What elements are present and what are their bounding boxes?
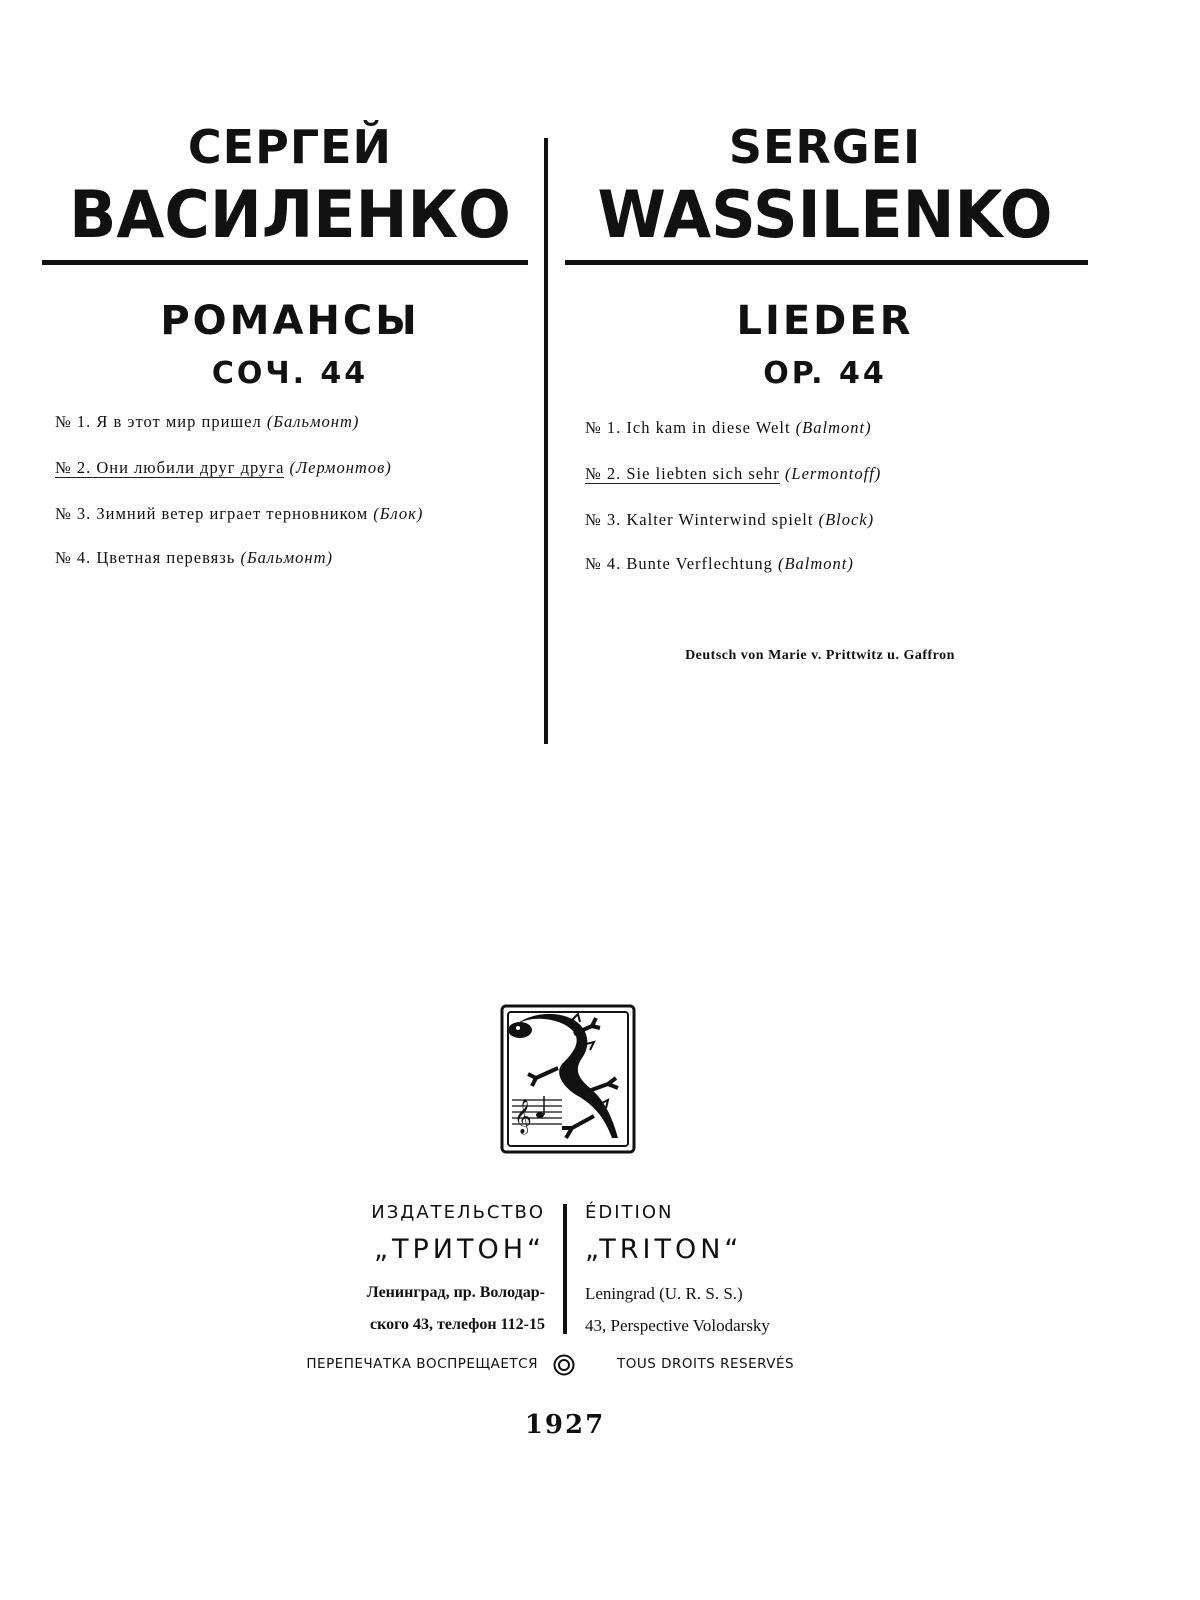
song-item-ru-2 (55, 458, 392, 478)
composer-last-name-ru: ВАСИЛЕНКО (69, 176, 511, 253)
composer-first-name-de: SERGEI (728, 120, 922, 174)
copyright-icon (553, 1354, 575, 1376)
publisher-address-ru-1: Ленинград, пр. Володар- (366, 1284, 545, 1301)
song-poet: (Блок) (373, 504, 424, 523)
song-number: № 2. (585, 464, 622, 483)
genre-ru: РОМАНСЫ (160, 298, 420, 344)
triton-salamander-logo-icon (500, 1004, 636, 1154)
song-title: Они любили друг друга (96, 458, 285, 477)
publisher-address-ru-2: ского 43, телефон 112-15 (370, 1316, 545, 1333)
song-title: Ich kam in diese Welt (626, 418, 791, 437)
song-title: Sie liebten sich sehr (626, 464, 780, 483)
song-item-ru-1 (55, 412, 359, 432)
song-list-ru (55, 412, 535, 592)
song-item-de-3 (585, 510, 874, 530)
song-number: № 2. (55, 458, 92, 477)
opus-ru: СОЧ. 44 (211, 356, 369, 391)
publication-year: 1927 (524, 1410, 606, 1440)
publisher-address-fr-1: Leningrad (U. R. S. S.) (585, 1284, 743, 1303)
song-number: № 3. (55, 504, 92, 523)
song-title: Зимний ветер играет терновником (96, 504, 369, 523)
song-number: № 3. (585, 510, 622, 529)
song-list-de (585, 418, 1005, 598)
song-item-de-2 (585, 464, 881, 484)
translator-credit: Deutsch von Marie v. Prittwitz u. Gaffron (685, 648, 955, 663)
song-poet: (Бальмонт) (240, 548, 334, 567)
publisher-address-fr-2: 43, Perspective Volodarsky (585, 1316, 770, 1335)
song-number: № 1. (585, 418, 622, 437)
publisher-name-ru: „ТРИТОН“ (374, 1234, 545, 1265)
song-title: Цветная перевязь (96, 548, 236, 567)
composer-first-name-ru: СЕРГЕЙ (187, 120, 393, 174)
rights-notice-ru: ПЕРЕПЕЧАТКА ВОСПРЕЩАЕТСЯ (306, 1356, 538, 1372)
publisher-name-fr: „TRITON“ (585, 1234, 743, 1265)
song-title: Bunte Verflechtung (626, 554, 773, 573)
song-title: Kalter Winterwind spielt (626, 510, 814, 529)
song-item-ru-4 (55, 548, 333, 568)
song-poet: (Balmont) (795, 418, 872, 437)
song-poet: (Лермонтов) (289, 458, 392, 477)
svg-text:𝄞: 𝄞 (514, 1099, 532, 1134)
composer-last-name-de: WASSILENKO (597, 176, 1053, 253)
song-poet: (Бальмонт) (266, 412, 360, 431)
song-poet: (Block) (818, 510, 875, 529)
song-number: № 1. (55, 412, 92, 431)
song-poet: (Lermontoff) (784, 464, 882, 483)
title-underline-ru (42, 260, 528, 265)
center-divider (544, 138, 548, 744)
publisher-label-fr: ÉDITION (585, 1202, 674, 1223)
publisher-label-ru: ИЗДАТЕЛЬСТВО (371, 1202, 545, 1223)
genre-de: LIEDER (736, 298, 914, 344)
title-underline-de (565, 260, 1088, 265)
song-item-de-1 (585, 418, 872, 438)
song-number: № 4. (55, 548, 92, 567)
song-item-de-4 (585, 554, 854, 574)
song-item-ru-3 (55, 504, 423, 524)
song-title: Я в этот мир пришел (96, 412, 262, 431)
rights-notice-fr: TOUS DROITS RESERVÉS (617, 1356, 795, 1372)
opus-de: OP. 44 (763, 356, 887, 391)
song-poet: (Balmont) (777, 554, 854, 573)
imprint-divider (563, 1204, 567, 1334)
song-number: № 4. (585, 554, 622, 573)
